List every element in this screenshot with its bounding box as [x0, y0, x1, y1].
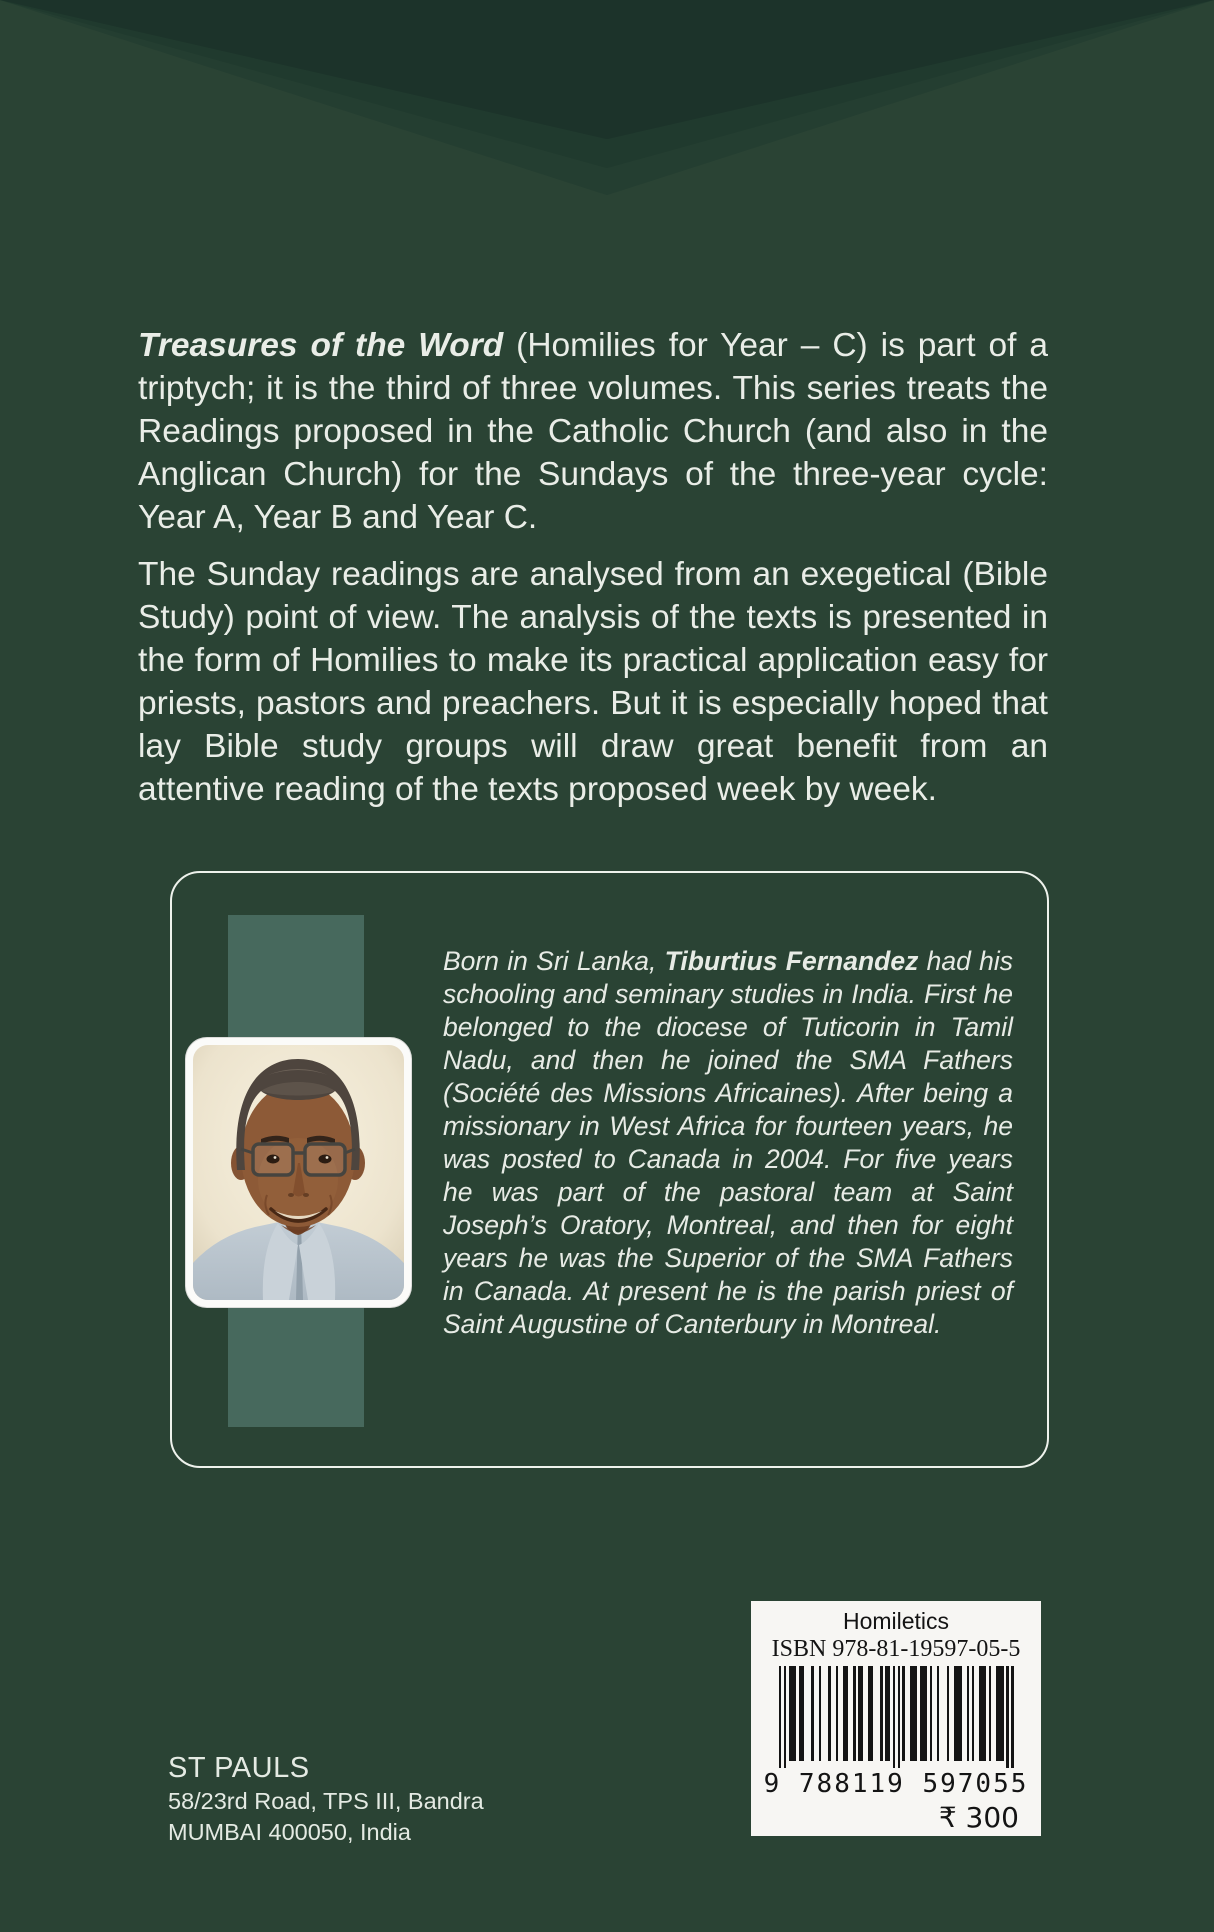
author-bio	[443, 945, 1013, 1341]
intro-paragraph-2-text: The Sunday readings are analysed from an exegetical (Bible Study) point of view. The analysis of the texts is presented in the form of Homilies to make its practical application easy for priests, pastors and preachers. But it is especially hoped that lay Bible study groups will draw great benefit from an attentive reading of the texts proposed week by week.	[138, 556, 1048, 808]
publisher-address-1: 58/23rd Road, TPS III, Bandra	[168, 1788, 484, 1814]
publisher-address-2: MUMBAI 400050, India	[168, 1819, 411, 1845]
series-title: Treasures of the Word	[138, 327, 504, 364]
author-portrait-illustration	[193, 1045, 404, 1300]
barcode-panel	[751, 1601, 1041, 1836]
publisher-block	[168, 1750, 484, 1848]
intro-paragraph-1-text: (Homilies for Year – C) is part of a triptych; it is the third of three volumes. This series treats the Readings proposed in the Catholic Church (and also in the Anglican Church) for the Sundays of the three-year cycle: Year A, Year B and Year C.	[138, 327, 1048, 536]
bio-text-after: had his schooling and seminary studies in India. First he belonged to the diocese of Tuticorin in Tamil Nadu, and then he joined the SMA Fathers (Société des Missions Africaines). After being a missionary in West Africa for fourteen years, he was posted to Canada in 2004. For five years he was part of the pastoral team at Saint Joseph’s Oratory, Montreal, and then for eight years he was the Superior of the SMA Fathers in Canada. At present he is the parish priest of Saint Augustine of Canterbury in Montreal.	[443, 946, 1013, 1339]
publisher-name: ST PAULS	[168, 1752, 310, 1784]
category-label: Homiletics	[842, 1608, 950, 1634]
price-label: ₹ 300	[938, 1801, 1019, 1834]
isbn-label: ISBN 978-81-19597-05-5	[771, 1636, 1021, 1662]
bio-text-before: Born in Sri Lanka,	[443, 946, 665, 976]
intro-paragraph-1	[138, 324, 1048, 539]
barcode-digits: 9 788119 597055	[763, 1769, 1029, 1799]
author-name: Tiburtius Fernandez	[664, 946, 919, 976]
barcode-bars	[779, 1666, 1013, 1768]
author-photo	[185, 1037, 412, 1308]
intro-paragraph-2	[138, 553, 1048, 811]
barcode-module	[1011, 1666, 1013, 1768]
intro-text	[138, 324, 1048, 825]
